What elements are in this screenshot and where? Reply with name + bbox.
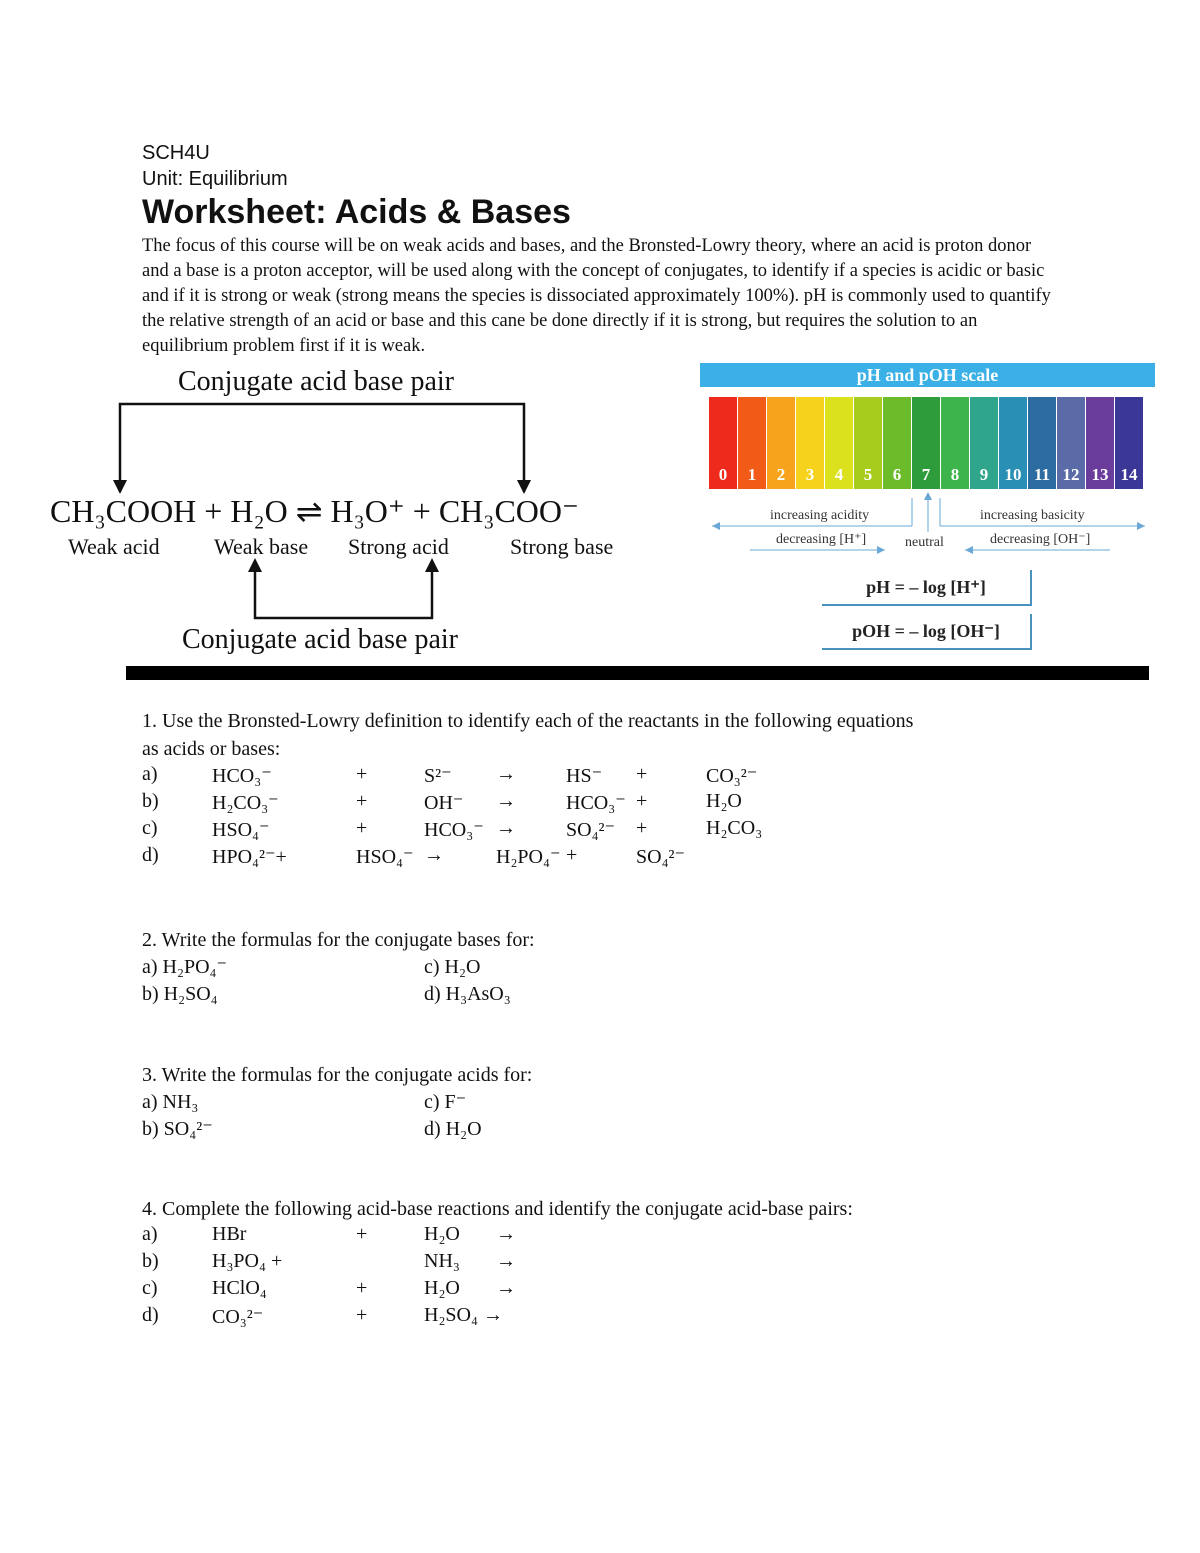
- q1-row-c: [142, 817, 862, 844]
- ph-cell-9: [970, 397, 998, 489]
- equation-term: HCO₃⁻: [424, 819, 484, 841]
- q2-prompt: 2. Write the formulas for the conjugate bases for:: [142, 929, 535, 951]
- ph-number: 4: [834, 465, 844, 484]
- ph-number: 0: [718, 465, 728, 484]
- ph-number: 7: [921, 465, 931, 484]
- row-label: a): [142, 1223, 158, 1245]
- ph-number: 11: [1033, 465, 1051, 484]
- equation-term: →: [424, 844, 444, 866]
- bottom-bracket: [255, 562, 432, 618]
- row-label: a): [142, 763, 158, 785]
- equation-term: +: [636, 790, 648, 812]
- q3-item-a: a) NH₃: [142, 1091, 199, 1113]
- equation-term: +: [356, 763, 368, 785]
- reaction-term: +: [356, 1223, 368, 1245]
- q1-row-d: [142, 844, 862, 871]
- reaction-term: HClO₄: [212, 1277, 267, 1299]
- ph-cell-12: [1057, 397, 1085, 489]
- course-code: SCH4U: [142, 142, 210, 164]
- top-bracket: [120, 404, 524, 492]
- bottom-left-arrowhead: [248, 558, 262, 572]
- q1-row-a: [142, 763, 862, 790]
- q4-row-a: [142, 1223, 642, 1250]
- conjugate-diagram: [40, 362, 660, 662]
- ph-cell-2: [767, 397, 795, 489]
- equation-term: CO₃²⁻: [706, 765, 758, 787]
- q2-item-d: d) H₃AsO₃: [424, 983, 511, 1005]
- decreasing-oh-label: decreasing [OH⁻]: [990, 532, 1091, 547]
- ph-cell-10: [999, 397, 1027, 489]
- reaction-term: H₂O: [424, 1223, 460, 1245]
- q3-item-d: d) H₂O: [424, 1118, 482, 1140]
- q2-item-a: a) H₂PO₄⁻: [142, 956, 228, 978]
- reaction-term: →: [496, 1250, 516, 1272]
- ph-formula: pH = – log [H⁺]: [822, 570, 1032, 606]
- q4-row-d: [142, 1304, 642, 1331]
- q4-row-c: [142, 1277, 642, 1304]
- role-strong-acid: Strong acid: [348, 534, 449, 559]
- ph-cell-4: [825, 397, 853, 489]
- increasing-basicity-label: increasing basicity: [980, 508, 1085, 523]
- increasing-acidity-label: increasing acidity: [770, 508, 870, 523]
- equation-term: H₂CO₃⁻: [212, 792, 279, 814]
- ph-cell-0: [709, 397, 737, 489]
- q4-prompt: 4. Complete the following acid-base reactions and identify the conjugate acid-base pairs:: [142, 1198, 853, 1220]
- equation-term: +: [636, 763, 648, 785]
- equation-term: →: [496, 817, 516, 839]
- decreasing-h-label: decreasing [H⁺]: [776, 532, 867, 547]
- equation-term: HPO₄²⁻+: [212, 846, 287, 868]
- equation-term: H₂PO₄⁻: [496, 846, 561, 868]
- neutral-label: neutral: [905, 535, 944, 550]
- ph-number: 5: [863, 465, 873, 484]
- ph-number: 12: [1062, 465, 1080, 484]
- equation-term: H₂CO₃: [706, 817, 763, 839]
- q3-prompt: 3. Write the formulas for the conjugate acids for:: [142, 1064, 533, 1086]
- reaction-term: CO₃²⁻: [212, 1306, 264, 1328]
- bottom-right-arrowhead: [425, 558, 439, 572]
- reaction-term: H₃PO₄ +: [212, 1250, 283, 1272]
- ph-cell-14: [1115, 397, 1143, 489]
- equation-term: SO₄²⁻: [566, 819, 616, 841]
- reaction-term: +: [356, 1277, 368, 1299]
- ph-number: 10: [1004, 465, 1022, 484]
- q1-prompt-line1: 1. Use the Bronsted-Lowry definition to identify each of the reactants in the following equations: [142, 710, 914, 732]
- conjugate-top-label: Conjugate acid base pair: [178, 366, 455, 397]
- ph-cell-11: [1028, 397, 1056, 489]
- page-title: Worksheet: Acids & Bases: [142, 193, 571, 231]
- poh-formula: pOH = – log [OH⁻]: [822, 614, 1032, 650]
- row-label: b): [142, 1250, 159, 1272]
- reaction-term: H₂SO₄ →: [424, 1304, 503, 1326]
- ph-number: 9: [979, 465, 989, 484]
- equation-term: HCO₃⁻: [566, 792, 626, 814]
- equation-term: HS⁻: [566, 765, 603, 787]
- q1-row-b: [142, 790, 862, 817]
- ph-cell-3: [796, 397, 824, 489]
- ph-number: 8: [950, 465, 960, 484]
- equation-term: →: [496, 790, 516, 812]
- q4-row-b: [142, 1250, 642, 1277]
- ph-cell-8: [941, 397, 969, 489]
- ph-number: 6: [892, 465, 902, 484]
- equation-term: S²⁻: [424, 765, 452, 787]
- ph-number: 13: [1091, 465, 1109, 484]
- reaction-term: NH₃: [424, 1250, 460, 1272]
- ph-number: 3: [805, 465, 815, 484]
- ph-cell-1: [738, 397, 766, 489]
- equation-term: +: [356, 817, 368, 839]
- q1-prompt-line2: as acids or bases:: [142, 738, 281, 760]
- equation-term: SO₄²⁻: [636, 846, 686, 868]
- role-weak-acid: Weak acid: [68, 534, 160, 559]
- unit-label: Unit: Equilibrium: [142, 168, 288, 190]
- ph-number: 1: [747, 465, 757, 484]
- equation-term: +: [356, 790, 368, 812]
- equation-term: HSO₄⁻: [212, 819, 270, 841]
- equilibrium-equation: CH₃COOH + H₂O ⇌ H₃O⁺ + CH₃COO⁻: [50, 493, 579, 529]
- reaction-term: HBr: [212, 1223, 247, 1245]
- equation-term: H₂O: [706, 790, 742, 812]
- ph-cell-5: [854, 397, 882, 489]
- equation-term: HCO₃⁻: [212, 765, 272, 787]
- ph-cell-13: [1086, 397, 1114, 489]
- row-label: c): [142, 1277, 158, 1299]
- ph-number: 14: [1120, 465, 1138, 484]
- q2-item-b: b) H₂SO₄: [142, 983, 218, 1005]
- q3-item-b: b) SO₄²⁻: [142, 1118, 213, 1140]
- role-weak-base: Weak base: [214, 534, 309, 559]
- row-label: c): [142, 817, 158, 839]
- ph-scale-title-bar: pH and pOH scale: [700, 363, 1155, 387]
- equation-term: HSO₄⁻: [356, 846, 414, 868]
- intro-paragraph: The focus of this course will be on weak acids and bases, and the Bronsted-Lowry theory, where an acid is proton donor and a base is a proton acceptor, will be used along with the concept of conjugates, to identify if a species is acidic or basic and if it is strong or weak (strong means the species is dissociated approximately 100%). pH is commonly used to quantify the relative strength of an acid or base and this cane be done directly if it is strong, but requires the solution to an equilibrium problem first if it is weak.: [142, 236, 1051, 356]
- reaction-term: H₂O: [424, 1277, 460, 1299]
- reaction-term: →: [496, 1277, 516, 1299]
- equation-term: +: [636, 817, 648, 839]
- row-label: d): [142, 1304, 159, 1326]
- ph-cell-7: [912, 397, 940, 489]
- equation-term: OH⁻: [424, 792, 464, 814]
- q3-item-c: c) F⁻: [424, 1091, 467, 1113]
- row-label: b): [142, 790, 159, 812]
- equation-term: +: [566, 844, 578, 866]
- ph-cell-6: [883, 397, 911, 489]
- ph-number: 2: [776, 465, 786, 484]
- equation-term: →: [496, 763, 516, 785]
- reaction-term: +: [356, 1304, 368, 1326]
- q2-item-c: c) H₂O: [424, 956, 481, 978]
- role-strong-base: Strong base: [510, 534, 614, 559]
- conjugate-bottom-label: Conjugate acid base pair: [182, 624, 459, 655]
- reaction-term: →: [496, 1223, 516, 1245]
- section-divider: [126, 666, 1149, 680]
- row-label: d): [142, 844, 159, 866]
